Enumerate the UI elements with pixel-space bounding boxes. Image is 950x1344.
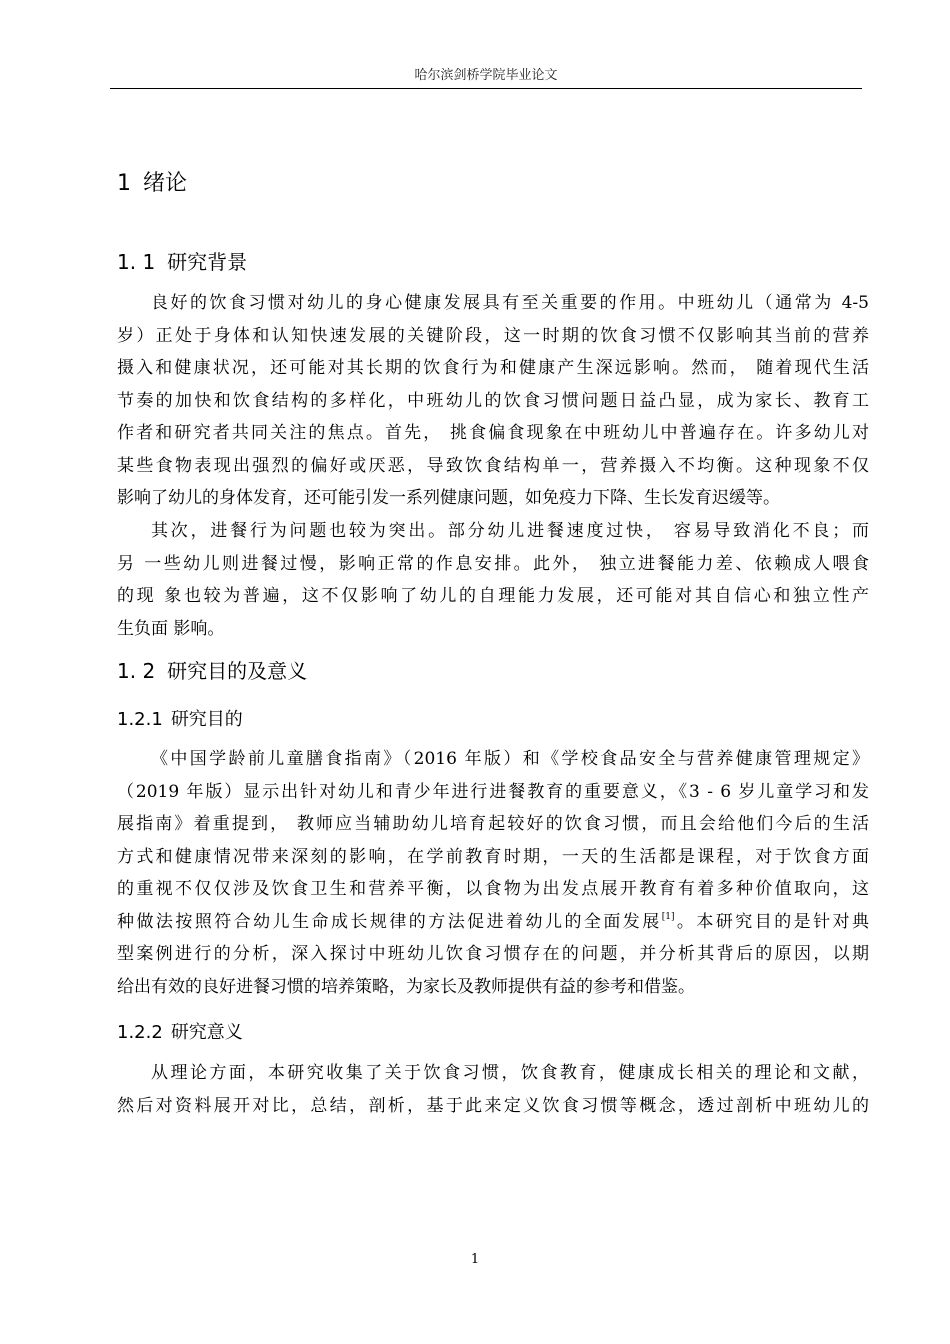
text-line: 某些食物表现出强烈的偏好或厌恶，导致饮食结构单一，营养摄入不均衡。这种现象不仅 (117, 455, 869, 476)
subsection-title: 研究目的 (170, 709, 243, 730)
text-line: （2019 年版）显示出针对幼儿和青少年进行进餐教育的重要意义，《3 - 6 岁儿童学习和发 (117, 781, 869, 802)
text-line: 型案例进行的分析，深入探讨中班幼儿饮食习惯存在的问题，并分析其背后的原因，以期 (117, 944, 869, 964)
text-segment: 。本研究目的是针对典 (674, 911, 870, 932)
text-line: 良好的饮食习惯对幼儿的身心健康发展具有至关重要的作用。中班幼儿（通常为 4-5 (151, 293, 869, 313)
section-number: 1. 1 (117, 250, 156, 274)
section-heading-1-2 (117, 655, 307, 684)
section-title: 研究目的及意义 (167, 659, 308, 683)
section-title: 研究背景 (167, 250, 248, 274)
text-line: 影响了幼儿的身体发育，还可能引发一系列健康问题，如免疫力下降、生长发育迟缓等。 (117, 488, 780, 508)
citation-ref[interactable]: [1] (661, 911, 675, 922)
subsection-title: 研究意义 (170, 1022, 243, 1043)
subsection-number: 1.2.1 (117, 709, 163, 730)
chapter-heading (117, 166, 187, 197)
text-line: 另 一些幼儿则进餐过慢，影响正常的作息安排。此外， 独立进餐能力差、依赖成人喂食 (117, 553, 869, 574)
chapter-title: 绪论 (143, 171, 188, 196)
text-line: 生负面 影响。 (117, 618, 225, 639)
text-line (117, 906, 869, 939)
text-line: 《中国学龄前儿童膳食指南》（2016 年版）和《学校食品安全与营养健康管理规定》 (151, 749, 869, 769)
section-number: 1. 2 (117, 659, 156, 683)
paragraph-background-1 (117, 287, 869, 515)
text-segment: 种做法按照符合幼儿生命成长规律的方法促进着幼儿的全面发展 (117, 911, 662, 932)
text-line: 作者和研究者共同关注的焦点。首先， 挑食偏食现象在中班幼儿中普遍存在。许多幼儿对 (117, 423, 869, 443)
text-line: 的重视不仅仅涉及饮食卫生和营养平衡，以食物为出发点展开教育有着多种价值取向，这 (117, 879, 869, 899)
subsection-number: 1.2.2 (117, 1022, 163, 1043)
running-header: 哈尔滨剑桥学院毕业论文 (414, 68, 558, 83)
chapter-number: 1 (117, 171, 131, 196)
text-line: 从理论方面，本研究收集了关于饮食习惯，饮食教育，健康成长相关的理论和文献， (151, 1063, 869, 1083)
text-line: 节奏的加快和饮食结构的多样化，中班幼儿的饮食习惯问题日益凸显，成为家长、教育工 (117, 390, 869, 411)
page-number: 1 (470, 1252, 480, 1267)
text-line: 展指南》着重提到， 教师应当辅助幼儿培育起较好的饮食习惯，而且会给他们今后的生活 (117, 814, 869, 834)
text-line: 摄入和健康状况，还可能对其长期的饮食行为和健康产生深远影响。然而， 随着现代生活 (117, 358, 869, 378)
paragraph-purpose (117, 743, 869, 1003)
subsection-heading-1-2-1 (117, 705, 243, 731)
text-line: 然后对资料展开对比，总结，剖析，基于此来定义饮食习惯等概念，透过剖析中班幼儿的 (117, 1095, 869, 1116)
text-line: 其次，进餐行为问题也较为突出。部分幼儿进餐速度过快， 容易导致消化不良；而 (151, 521, 869, 541)
text-line: 方式和健康情况带来深刻的影响，在学前教育时期，一天的生活都是课程，对于饮食方面 (117, 846, 869, 867)
header-rule (110, 88, 862, 89)
text-line: 的现 象也较为普遍，这不仅影响了幼儿的自理能力发展，还可能对其自信心和独立性产 (117, 586, 869, 606)
subsection-heading-1-2-2 (117, 1018, 243, 1044)
text-line: 岁）正处于身体和认知快速发展的关键阶段，这一时期的饮食习惯不仅影响其当前的营养 (117, 325, 869, 346)
paragraph-significance (117, 1057, 869, 1122)
text-line: 给出有效的良好进餐习惯的培养策略，为家长及教师提供有益的参考和借鉴。 (117, 976, 695, 997)
section-heading-1-1 (117, 246, 247, 275)
paragraph-background-2 (117, 515, 869, 645)
